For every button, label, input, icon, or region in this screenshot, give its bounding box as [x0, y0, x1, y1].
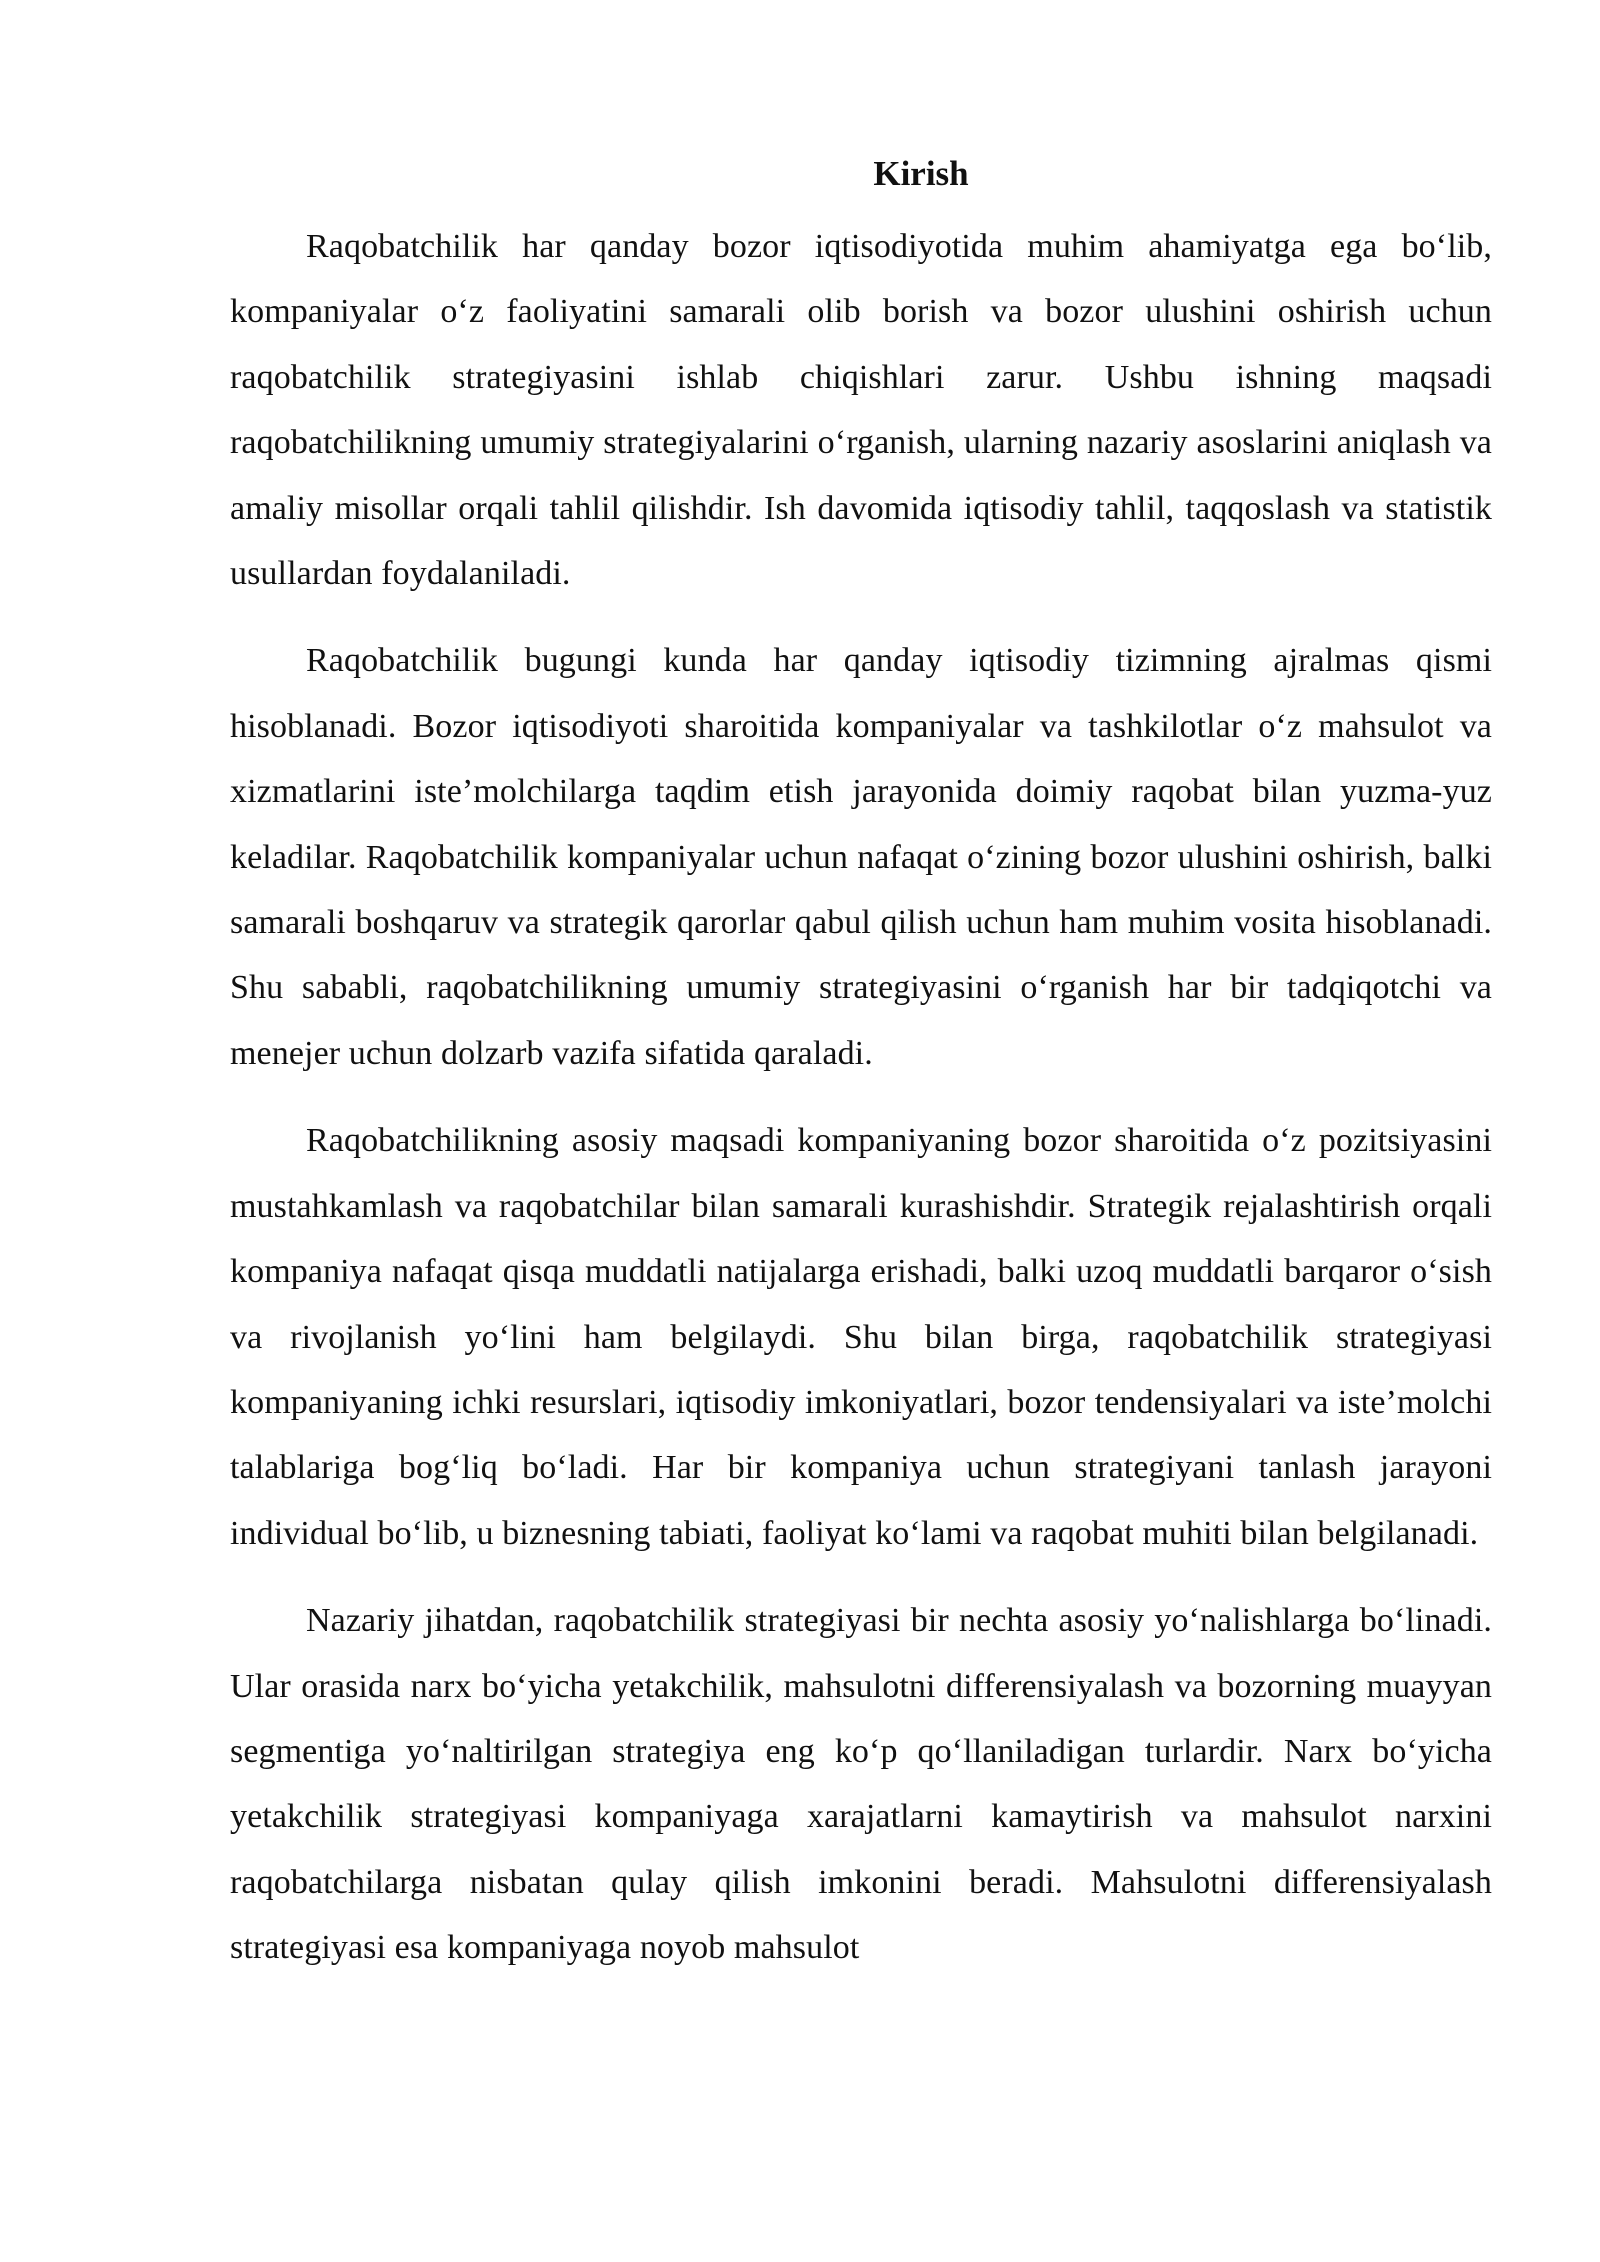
paragraph-3: Raqobatchilikning asosiy maqsadi kompaniyaning bozor sharoitida o‘z pozitsiyasini mustahkamlash va raqobatchilar bilan samarali kurashishdir. Strategik rejalashtirish orqali kompaniya nafaqat qisqa muddatli natijalarga erishadi, balki uzoq muddatli barqaror o‘sish va rivojlanish yo‘lini ham belgilaydi. Shu bilan birga, raqobatchilik strategiyasi kompaniyaning ichki resurslari, iqtisodiy imkoniyatlari, bozor tendensiyalari va iste’molchi talablariga bog‘liq bo‘ladi. Har bir kompaniya uchun strategiyani tanlash jarayoni individual bo‘lib, u biznesning tabiati, faoliyat ko‘lami va raqobat muhiti bilan belgilanadi. — [230, 1122, 1492, 1552]
paragraph-1: Raqobatchilik har qanday bozor iqtisodiyotida muhim ahamiyatga ega bo‘lib, kompaniyalar o‘z faoliyatini samarali olib borish va bozor ulushini oshirish uchun raqobatchilik strategiyasini ishlab chiqishlari zarur. Ushbu ishning maqsadi raqobatchilikning umumiy strategiyalarini o‘rganish, ularning nazariy asoslarini aniqlash va amaliy misollar orqali tahlil qilishdir. Ish davomida iqtisodiy tahlil, taqqoslash va statistik usullardan foydalaniladi. — [230, 228, 1492, 593]
document-body — [230, 148, 1492, 2003]
paragraph-2: Raqobatchilik bugungi kunda har qanday iqtisodiy tizimning ajralmas qismi hisoblanadi. Bozor iqtisodiyoti sharoitida kompaniyalar va tashkilotlar o‘z mahsulot va xizmatlarini iste’molchilarga taqdim etish jarayonida doimiy raqobat bilan yuzma-yuz keladilar. Raqobatchilik kompaniyalar uchun nafaqat o‘zining bozor ulushini oshirish, balki samarali boshqaruv va strategik qarorlar qabul qilish uchun ham muhim vosita hisoblanadi. Shu sababli, raqobatchilikning umumiy strategiyasini o‘rganish har bir tadqiqotchi va menejer uchun dolzarb vazifa sifatida qaraladi. — [230, 642, 1492, 1072]
section-heading: Kirish — [873, 154, 969, 193]
paragraph-4: Nazariy jihatdan, raqobatchilik strategiyasi bir nechta asosiy yo‘nalishlarga bo‘linadi. Ular orasida narx bo‘yicha yetakchilik, mahsulotni differensiyalash va bozorning muayyan segmentiga yo‘naltirilgan strategiya eng ko‘p qo‘llaniladigan turlardir. Narx bo‘yicha yetakchilik strategiyasi kompaniyaga xarajatlarni kamaytirish va mahsulot narxini raqobatchilarga nisbatan qulay qilish imkonini beradi. Mahsulotni differensiyalash strategiyasi esa kompaniyaga noyob mahsulot — [230, 1602, 1492, 1967]
